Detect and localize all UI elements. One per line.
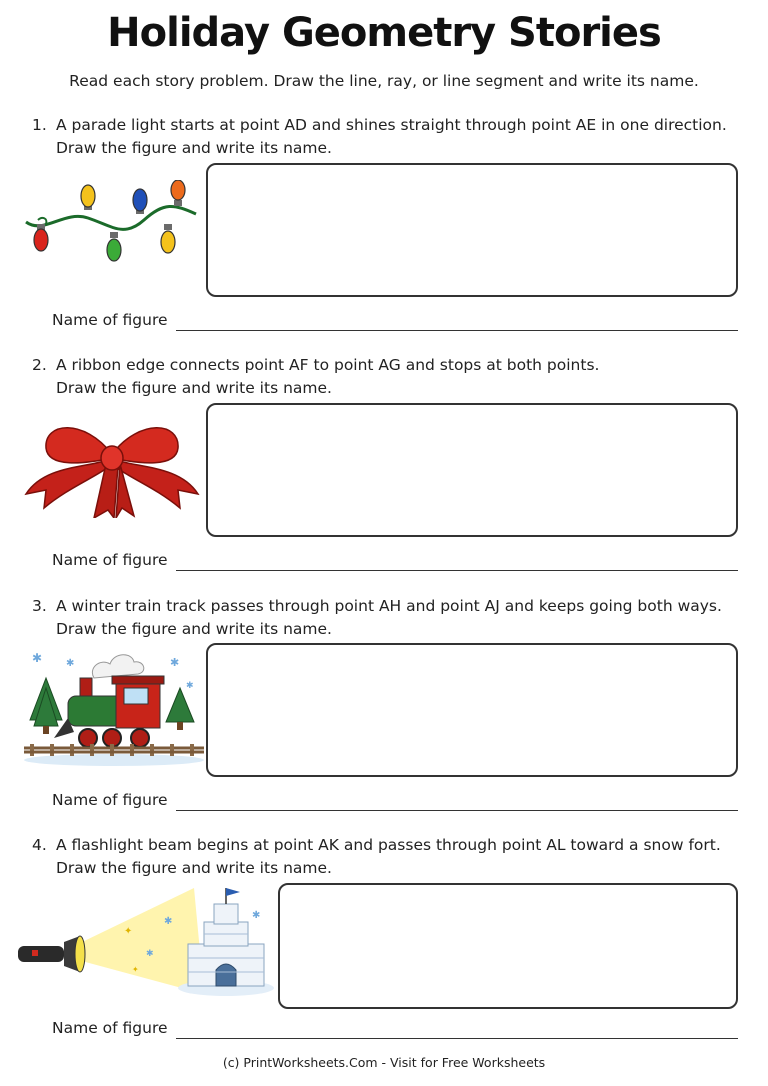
- question-number: 4.: [32, 836, 47, 854]
- svg-text:✦: ✦: [132, 965, 139, 974]
- answer-box-2[interactable]: [206, 403, 738, 537]
- question-subtext: Draw the figure and write its name.: [56, 379, 332, 397]
- name-answer-line-1[interactable]: [176, 330, 738, 331]
- answer-box-3[interactable]: [206, 643, 738, 777]
- svg-text:✱: ✱: [170, 656, 180, 669]
- answer-box-4[interactable]: [278, 883, 738, 1009]
- instructions: Read each story problem. Draw the line, ray, or line segment and write its name.: [69, 72, 699, 90]
- name-label-3: Name of figure: [52, 791, 168, 809]
- name-answer-line-4[interactable]: [176, 1038, 738, 1039]
- question-number: 1.: [32, 116, 47, 134]
- holiday-lights-illustration: [24, 180, 200, 274]
- name-label-1: Name of figure: [52, 311, 168, 329]
- question-number: 3.: [32, 597, 47, 615]
- question-3: [32, 595, 722, 641]
- question-subtext: Draw the figure and write its name.: [56, 139, 332, 157]
- svg-text:✱: ✱: [164, 916, 173, 927]
- name-answer-line-3[interactable]: [176, 810, 738, 811]
- worksheet-title: Holiday Geometry Stories: [107, 10, 661, 56]
- name-label-4: Name of figure: [52, 1019, 168, 1037]
- svg-text:✱: ✱: [32, 651, 43, 665]
- question-subtext: Draw the figure and write its name.: [56, 859, 332, 877]
- svg-text:✱: ✱: [66, 658, 75, 669]
- name-answer-line-2[interactable]: [176, 570, 738, 571]
- answer-box-1[interactable]: [206, 163, 738, 297]
- svg-text:✱: ✱: [186, 681, 194, 691]
- question-1: [32, 114, 727, 160]
- svg-text:✱: ✱: [252, 910, 261, 921]
- question-subtext: Draw the figure and write its name.: [56, 620, 332, 638]
- question-text: A ribbon edge connects point AF to point AG and stops at both points.: [56, 356, 600, 374]
- question-2: [32, 354, 599, 400]
- winter-train-illustration: [24, 648, 204, 770]
- flashlight-snow-fort-illustration: [14, 884, 276, 1004]
- question-text: A winter train track passes through point AH and point AJ and keeps going both ways.: [56, 597, 722, 615]
- red-bow-illustration: [24, 418, 200, 522]
- question-text: A parade light starts at point AD and shines straight through point AE in one direction.: [56, 116, 727, 134]
- question-4: [32, 834, 721, 880]
- svg-text:✦: ✦: [124, 926, 133, 937]
- question-number: 2.: [32, 356, 47, 374]
- svg-text:✱: ✱: [146, 949, 154, 959]
- footer-credit: (c) PrintWorksheets.Com - Visit for Free Worksheets: [222, 1055, 546, 1070]
- question-text: A flashlight beam begins at point AK and passes through point AL toward a snow fort.: [56, 836, 721, 854]
- name-label-2: Name of figure: [52, 551, 168, 569]
